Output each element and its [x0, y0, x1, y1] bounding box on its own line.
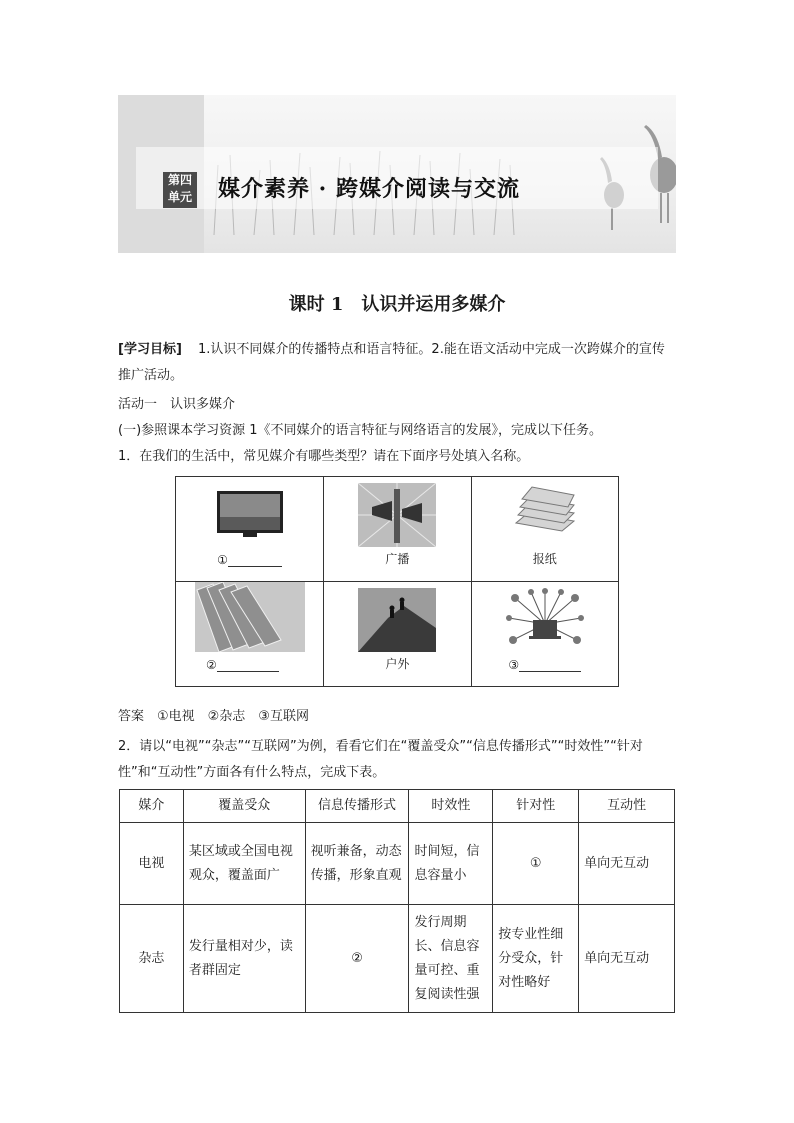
- table-header: 媒介: [120, 790, 184, 823]
- table-cell: ①: [493, 823, 579, 905]
- newspaper-icon: [512, 483, 578, 537]
- network-icon: [505, 588, 585, 650]
- loudspeaker-icon: [358, 483, 436, 547]
- media-cell-radio: [324, 477, 471, 582]
- table-cell: 时间短，信息容量小: [409, 823, 493, 905]
- unit-title: 媒介素养 · 跨媒介阅读与交流: [218, 176, 520, 202]
- table-cell: 单向无互动: [579, 905, 675, 1013]
- answer-line: 答案 ①电视 ②杂志 ③互联网: [118, 709, 309, 724]
- table-header: 互动性: [579, 790, 675, 823]
- table-header: 时效性: [409, 790, 493, 823]
- task-intro: (一)参照课本学习资源 1《不同媒介的语言特征与网络语言的发展》，完成以下任务。: [118, 423, 603, 438]
- table-header: 针对性: [493, 790, 579, 823]
- table-header: 信息传播形式: [305, 790, 409, 823]
- media-cell-internet: [471, 582, 618, 687]
- media-caption-4: ②: [206, 658, 217, 672]
- table-cell: 按专业性细分受众，针对性略好: [493, 905, 579, 1013]
- media-features-table: [119, 789, 675, 1013]
- media-caption-6: ③: [508, 658, 520, 672]
- table-cell: 电视: [120, 823, 184, 905]
- media-cell-tv: [176, 477, 324, 582]
- unit-badge-line1: 第四: [167, 173, 192, 187]
- table-cell: 视听兼备，动态传播，形象直观: [305, 823, 409, 905]
- media-caption-2: 广播: [385, 552, 410, 566]
- lesson-title: 课时 1 认识并运用多媒介: [288, 294, 506, 315]
- table-cell: 发行量相对少，读者群固定: [183, 905, 305, 1013]
- media-cell-outdoor: [324, 582, 471, 687]
- learning-goal-tag: [学习目标]: [118, 342, 182, 357]
- tv-icon: [215, 483, 285, 541]
- answer-blank-1[interactable]: [228, 554, 282, 567]
- magazine-icon: [195, 582, 305, 652]
- learning-goal: [118, 337, 676, 389]
- media-cell-magazine: [176, 582, 324, 687]
- table-row: [120, 823, 675, 905]
- media-caption-3: 报纸: [532, 552, 557, 566]
- media-caption-1: ①: [217, 553, 228, 567]
- table-cell: 单向无互动: [579, 823, 675, 905]
- table-cell: ②: [305, 905, 409, 1013]
- unit-badge-line2: 单元: [167, 190, 192, 204]
- answer-blank-3[interactable]: [519, 659, 581, 672]
- learning-goal-text: 1.认识不同媒介的传播特点和语言特征。2.能在语文活动中完成一次跨媒介的宣传推广活动。: [118, 342, 665, 383]
- table-cell: 发行周期长、信息容量可控、重复阅读性强: [409, 905, 493, 1013]
- table-header: 覆盖受众: [183, 790, 305, 823]
- table-header-row: [120, 790, 675, 823]
- question-2: 2．请以“电视”“杂志”“互联网”为例，看看它们在“覆盖受众”“信息传播形式”“时效性”“针对性”和“互动性”方面各有什么特点，完成下表。: [118, 739, 643, 780]
- unit-badge: [163, 172, 197, 208]
- table-cell: 某区域或全国电视观众，覆盖面广: [183, 823, 305, 905]
- answer-blank-2[interactable]: [217, 659, 279, 672]
- table-cell: 杂志: [120, 905, 184, 1013]
- media-image-grid: [175, 476, 619, 687]
- media-cell-newspaper: [471, 477, 618, 582]
- table-row: [120, 905, 675, 1013]
- question-1: 1．在我们的生活中，常见媒介有哪些类型？请在下面序号处填入名称。: [118, 449, 530, 464]
- media-caption-5: 户外: [385, 657, 410, 671]
- climbers-icon: [358, 588, 436, 652]
- activity-heading: 活动一 认识多媒介: [118, 397, 236, 412]
